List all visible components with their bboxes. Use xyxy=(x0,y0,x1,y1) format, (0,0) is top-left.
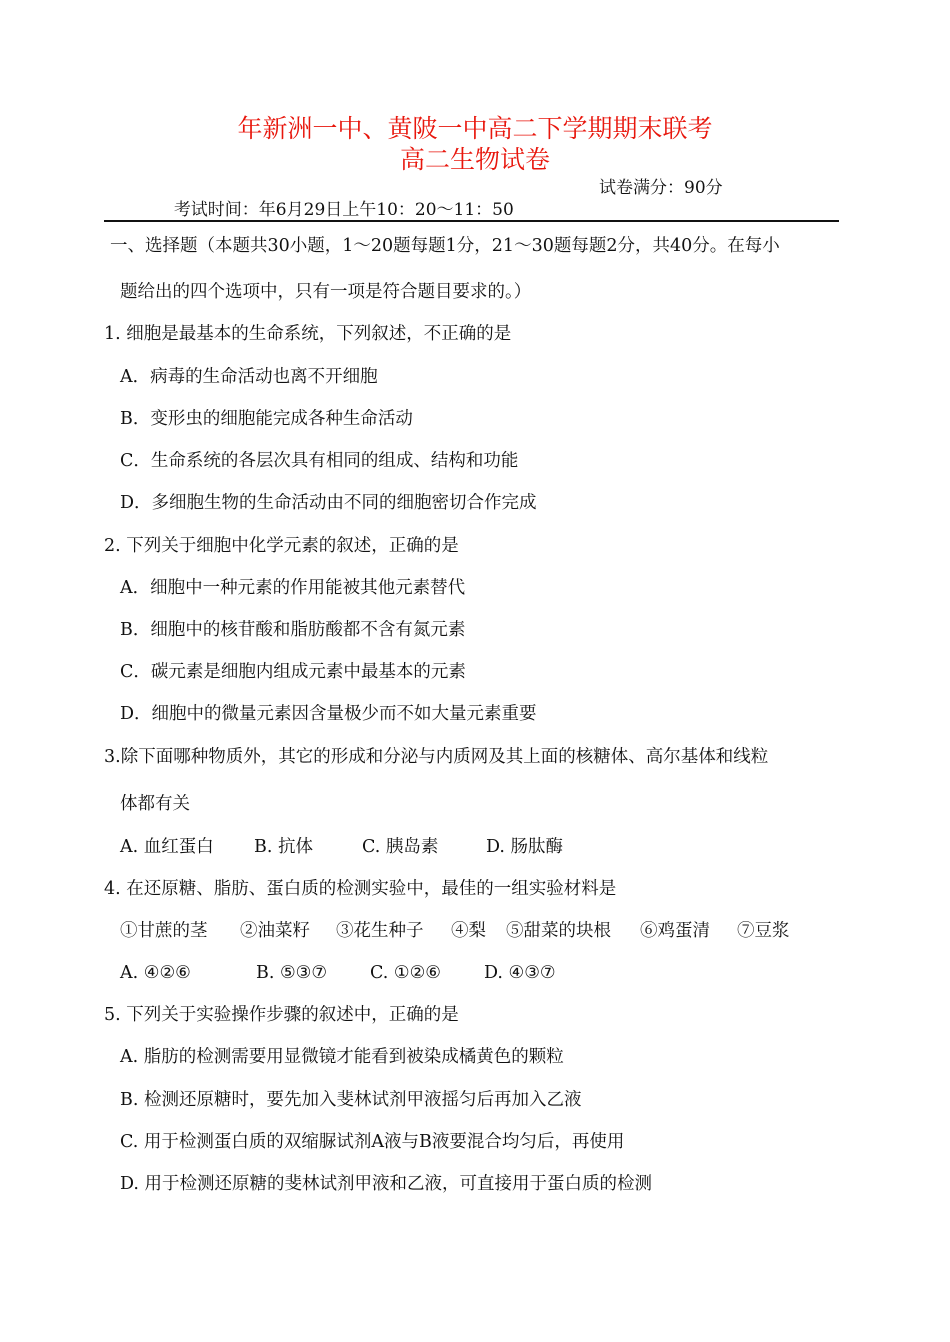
question-3-stem-line2: 体都有关 xyxy=(120,794,190,814)
question-4-materials xyxy=(120,920,840,942)
full-score: 试卷满分：90分 xyxy=(599,178,723,198)
material-2: ②油菜籽 xyxy=(240,921,310,941)
question-1-option-a: A．病毒的生命活动也离不开细胞 xyxy=(120,367,378,387)
question-3-option-b: B. 抗体 xyxy=(254,837,313,857)
question-2-option-d: D．细胞中的微量元素因含量极少而不如大量元素重要 xyxy=(120,704,537,724)
question-5-stem: 5. 下列关于实验操作步骤的叙述中，正确的是 xyxy=(104,1005,459,1025)
exam-time: 考试时间：年6月29日上午10：20～11：50 xyxy=(173,200,514,220)
question-5-option-a: A. 脂肪的检测需要用显微镜才能看到被染成橘黄色的颗粒 xyxy=(120,1047,564,1067)
question-3-option-d: D. 肠肽酶 xyxy=(486,837,564,857)
material-6: ⑥鸡蛋清 xyxy=(640,921,710,941)
material-4: ④梨 xyxy=(451,921,486,941)
question-1-option-c: C．生命系统的各层次具有相同的组成、结构和功能 xyxy=(120,451,519,471)
question-4-option-a: A. ④②⑥ xyxy=(120,963,191,983)
material-3: ③花生种子 xyxy=(336,921,424,941)
material-1: ①甘蔗的茎 xyxy=(120,921,208,941)
question-3-options xyxy=(120,836,620,858)
exam-subtitle: 高二生物试卷 xyxy=(399,145,550,174)
exam-title: 年新洲一中、黄陂一中高二下学期期末联考 xyxy=(237,114,713,143)
question-3-option-a: A. 血红蛋白 xyxy=(120,837,214,857)
question-1-stem: 1. 细胞是最基本的生命系统，下列叙述，不正确的是 xyxy=(104,324,512,344)
question-4-option-c: C. ①②⑥ xyxy=(370,963,441,983)
question-5-option-c: C. 用于检测蛋白质的双缩脲试剂A液与B液要混合均匀后，再使用 xyxy=(120,1132,625,1152)
question-2-stem: 2. 下列关于细胞中化学元素的叙述，正确的是 xyxy=(104,536,459,556)
header-divider xyxy=(104,220,839,222)
question-2-option-c: C．碳元素是细胞内组成元素中最基本的元素 xyxy=(120,662,466,682)
question-4-options xyxy=(120,962,620,984)
question-1-option-d: D．多细胞生物的生命活动由不同的细胞密切合作完成 xyxy=(120,493,537,513)
question-3-option-c: C. 胰岛素 xyxy=(362,837,439,857)
question-4-option-d: D. ④③⑦ xyxy=(484,963,556,983)
exam-info xyxy=(163,177,723,243)
section-heading-line1: 一、选择题（本题共30小题，1～20题每题1分，21～30题每题2分，共40分。在每小 xyxy=(110,236,780,256)
question-2-option-a: A．细胞中一种元素的作用能被其他元素替代 xyxy=(120,578,466,598)
section-heading-line2: 题给出的四个选项中，只有一项是符合题目要求的。） xyxy=(120,282,532,302)
question-4-option-b: B. ⑤③⑦ xyxy=(256,963,328,983)
question-4-stem: 4. 在还原糖、脂肪、蛋白质的检测实验中，最佳的一组实验材料是 xyxy=(104,879,617,899)
question-2-option-b: B．细胞中的核苷酸和脂肪酸都不含有氮元素 xyxy=(120,620,466,640)
question-5-option-d: D. 用于检测还原糖的斐林试剂甲液和乙液，可直接用于蛋白质的检测 xyxy=(120,1174,653,1194)
question-3-stem-line1: 3.除下面哪种物质外，其它的形成和分泌与内质网及其上面的核糖体、高尔基体和线粒 xyxy=(104,747,769,767)
material-7: ⑦豆浆 xyxy=(737,921,790,941)
material-5: ⑤甜菜的块根 xyxy=(506,921,611,941)
question-5-option-b: B. 检测还原糖时，要先加入斐林试剂甲液摇匀后再加入乙液 xyxy=(120,1090,582,1110)
question-1-option-b: B．变形虫的细胞能完成各种生命活动 xyxy=(120,409,413,429)
